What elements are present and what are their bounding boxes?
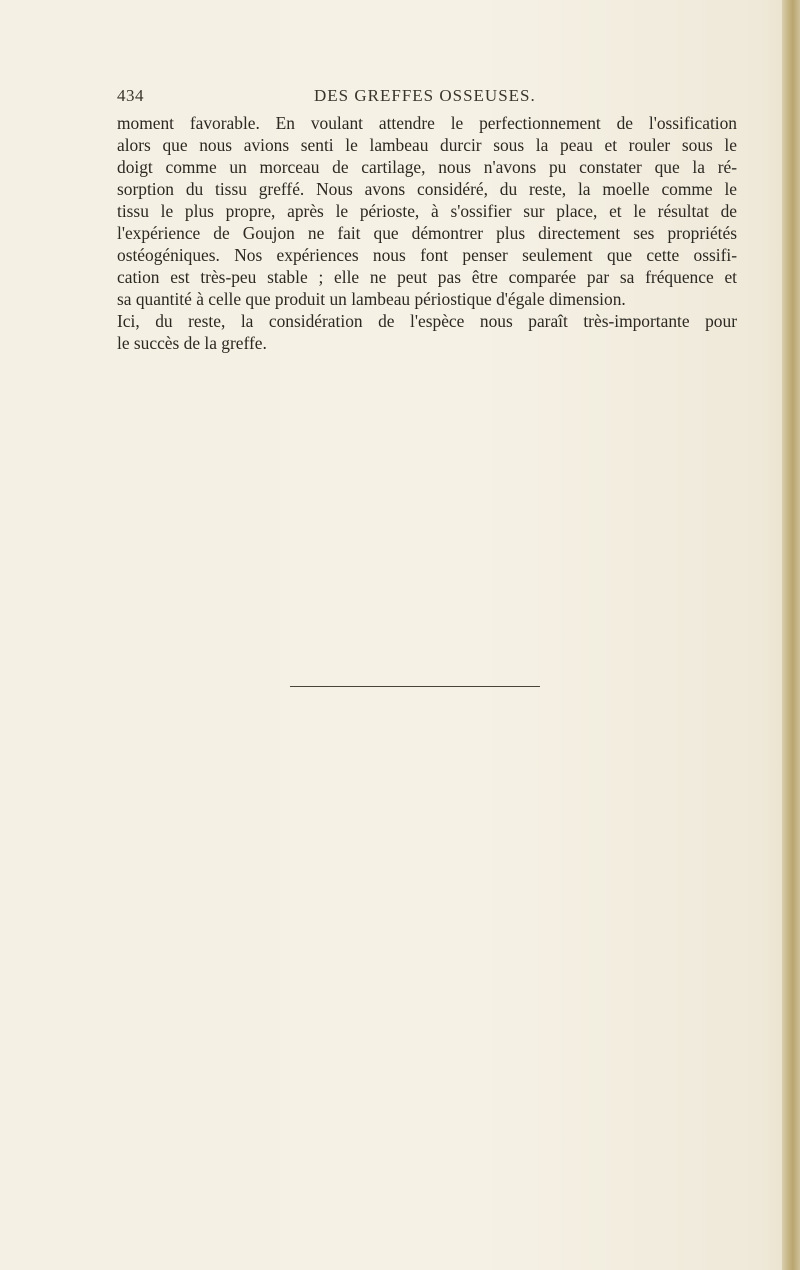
text-line: le succès de la greffe. [117, 333, 267, 353]
text-line: cation est très-peu stable ; elle ne peut pas être comparée par sa fréquence et [117, 267, 737, 287]
text-line: moment favorable. En voulant attendre le perfectionnement de l'ossification [117, 113, 737, 133]
running-head: DES GREFFES OSSEUSES. [314, 86, 536, 105]
text-line: doigt comme un morceau de cartilage, nous n'avons pu constater que la ré- [117, 157, 737, 177]
text-line: l'expérience de Goujon ne fait que démontrer plus directement ses propriétés [117, 223, 737, 243]
end-rule [290, 686, 540, 687]
text-line: alors que nous avions senti le lambeau durcir sous la peau et rouler sous le [117, 135, 737, 155]
body-paragraph [117, 112, 737, 354]
text-line: sa quantité à celle que produit un lambeau périostique d'égale dimension. [117, 289, 626, 309]
page-number: 434 [117, 86, 144, 105]
text-line: sorption du tissu greffé. Nous avons considéré, du reste, la moelle comme le [117, 179, 737, 199]
page-edge [782, 0, 800, 1270]
text-line: ostéogéniques. Nos expériences nous font penser seulement que cette ossifi- [117, 245, 737, 265]
text-line: Ici, du reste, la considération de l'espèce nous paraît très-importante pour [117, 311, 737, 331]
page-header [117, 86, 737, 110]
text-line: tissu le plus propre, après le périoste, à s'ossifier sur place, et le résultat de [117, 201, 737, 221]
